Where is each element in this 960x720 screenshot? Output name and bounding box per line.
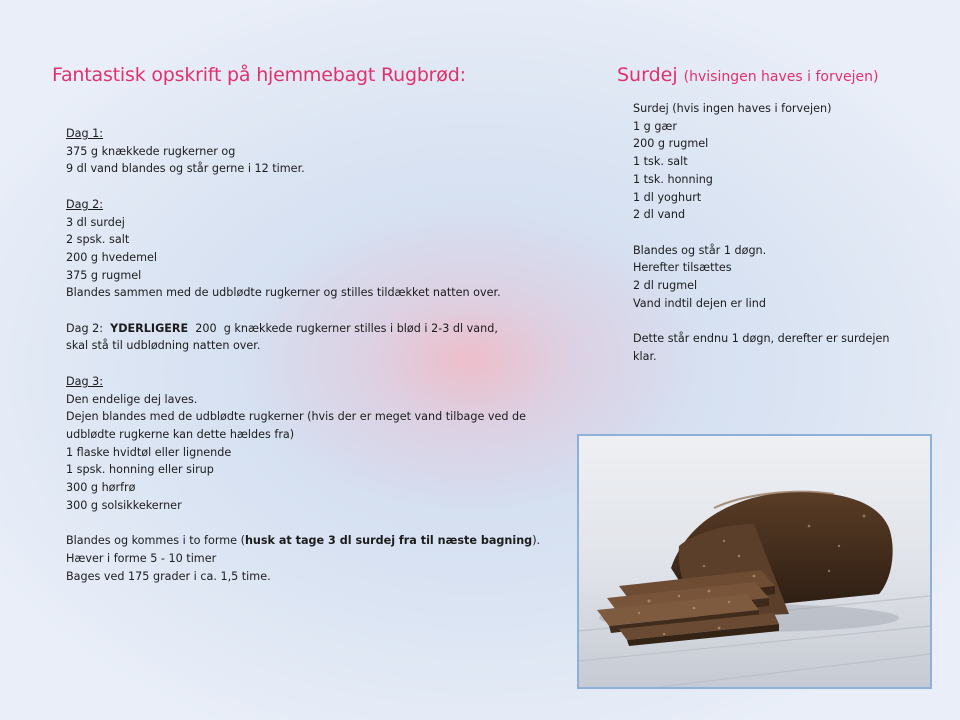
surdej-line: Dette står endnu 1 døgn, derefter er surdejen — [633, 332, 890, 346]
day2-extra-line: Dag 2: YDERLIGERE 200 g knækkede rugkerner stilles i blød i 2-3 dl vand, — [66, 321, 498, 335]
recipe-line: 3 dl surdej — [66, 215, 125, 229]
recipe-line: 200 g hvedemel — [66, 250, 158, 264]
day3-heading: Dag 3: — [66, 374, 104, 388]
recipe-line: 375 g rugmel — [66, 268, 142, 282]
recipe-body — [66, 125, 540, 585]
surdej-line: Blandes og står 1 døgn. — [633, 243, 767, 257]
yderligere-label: YDERLIGERE — [110, 321, 189, 335]
recipe-line: 9 dl vand blandes og står gerne i 12 timer. — [66, 162, 305, 176]
surdej-line: 1 dl yoghurt — [633, 190, 702, 204]
surdej-line: 2 dl rugmel — [633, 279, 698, 293]
recipe-line: 1 flaske hvidtøl eller lignende — [66, 445, 232, 459]
surdej-title — [617, 64, 878, 86]
surdej-line: Surdej (hvis ingen haves i forvejen) — [633, 102, 832, 115]
surdej-line: 1 tsk. honning — [633, 172, 713, 186]
surdej-line: 200 g rugmel — [633, 137, 709, 151]
surdej-body — [633, 100, 890, 366]
recipe-line: Dejen blandes med de udblødte rugkerner (hvis der er meget vand tilbage ved de — [66, 410, 527, 424]
surdej-title-main: Surdej — [617, 64, 678, 86]
recipe-line: Den endelige dej laves. — [66, 392, 198, 406]
recipe-line: 375 g knækkede rugkerner og — [66, 144, 236, 158]
surdej-reminder: husk at tage 3 dl surdej fra til næste bagning — [244, 534, 533, 548]
final-line: Blandes og kommes i to forme (husk at tage 3 dl surdej fra til næste bagning). — [66, 534, 541, 548]
surdej-line: 1 tsk. salt — [633, 155, 688, 169]
recipe-line: 2 spsk. salt — [66, 233, 130, 247]
recipe-line: Blandes sammen med de udblødte rugkerner og stilles tildækket natten over. — [66, 286, 501, 300]
day2-heading: Dag 2: — [66, 197, 104, 211]
surdej-line: Herefter tilsættes — [633, 261, 732, 275]
recipe-line: 1 spsk. honning eller sirup — [66, 463, 214, 477]
recipe-line: Hæver i forme 5 - 10 timer — [66, 551, 217, 565]
recipe-line: skal stå til udblødning natten over. — [66, 339, 261, 353]
recipe-line: 300 g hørfrø — [66, 481, 136, 495]
surdej-title-sub: (hvisingen haves i forvejen) — [683, 69, 879, 85]
recipe-line: 300 g solsikkekerner — [66, 498, 182, 512]
surdej-line: Vand indtil dejen er lind — [633, 296, 766, 310]
rye-bread-photo — [577, 434, 932, 689]
surdej-line: klar. — [633, 349, 657, 363]
recipe-line: Bages ved 175 grader i ca. 1,5 time. — [66, 569, 271, 583]
surdej-line: 2 dl vand — [633, 208, 686, 222]
main-title: Fantastisk opskrift på hjemmebagt Rugbrød: — [52, 64, 466, 86]
surdej-line: 1 g gær — [633, 119, 678, 133]
day1-heading: Dag 1: — [66, 127, 104, 140]
recipe-line: udblødte rugkerne kan dette hældes fra) — [66, 427, 295, 441]
